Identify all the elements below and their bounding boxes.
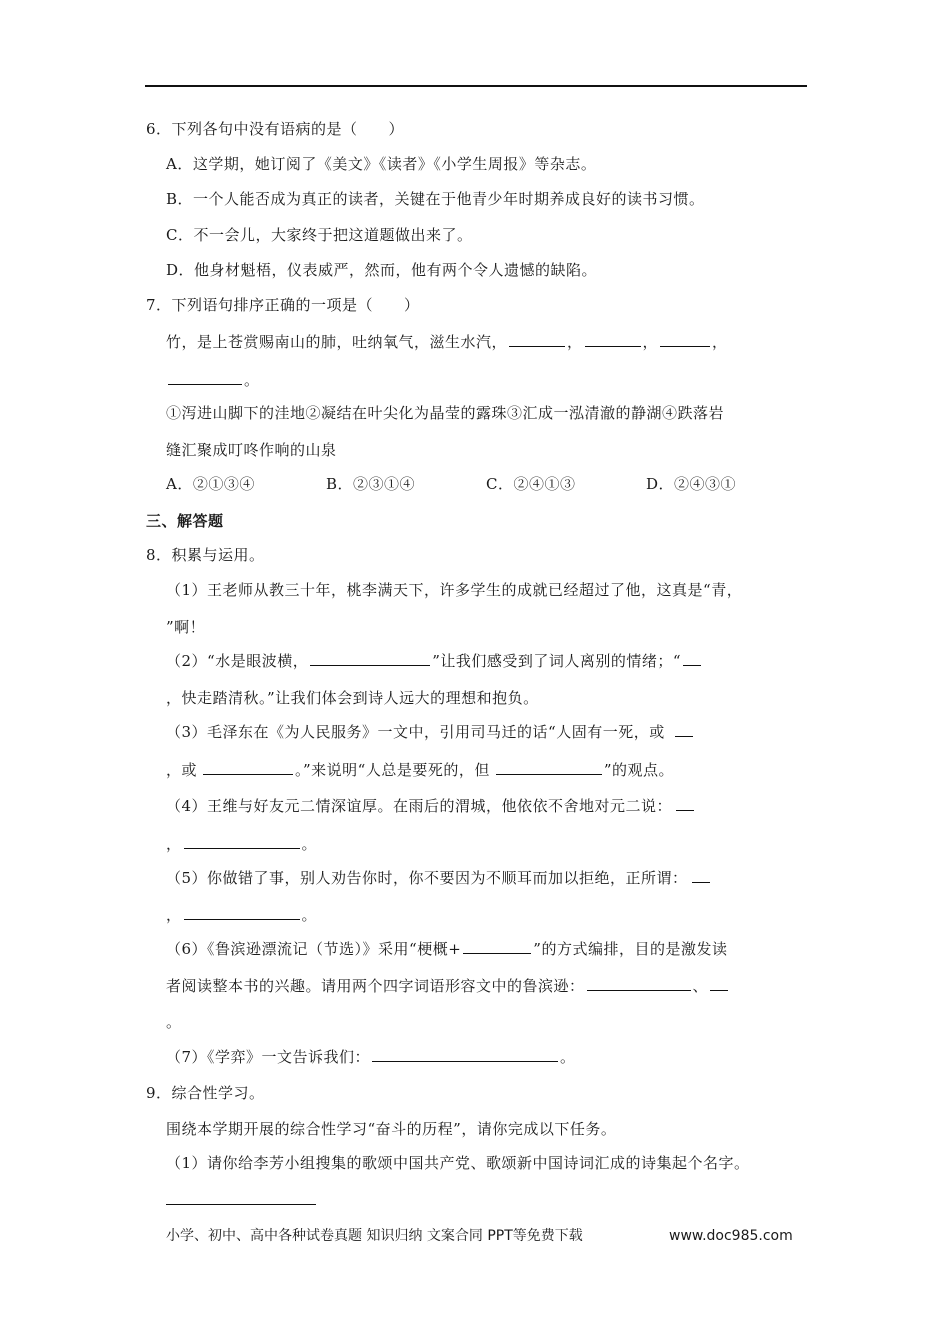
- q7-items-line1: ①泻进山脚下的洼地②凝结在叶尖化为晶莹的露珠③汇成一泓清澈的静湖④跌落岩: [166, 404, 725, 422]
- q8-p5-line1: [166, 868, 712, 888]
- q8-p2-pre: （2）“水是眼波横，: [166, 652, 309, 670]
- q8-p3-line2: [166, 760, 674, 780]
- q8-p2-blank-2[interactable]: [683, 651, 701, 666]
- q6-stem: 6．下列各句中没有语病的是（ ）: [146, 120, 405, 138]
- q8-p6-post: ”的方式编排，目的是激发读: [533, 940, 728, 958]
- q8-p3-line1: [166, 722, 695, 742]
- q8-p6-pre: （6）《鲁滨逊漂流记（节选）》采用“梗概+: [166, 940, 462, 958]
- q8-p7-post: 。: [560, 1048, 576, 1066]
- q6-option-c: C．不一会儿，大家终于把这道题做出来了。: [166, 226, 473, 244]
- q7-option-c: C．②④①③: [486, 475, 576, 493]
- q6-option-a: A．这学期，她订阅了《美文》《读者》《小学生周报》等杂志。: [166, 155, 597, 173]
- q7-line1: [166, 332, 728, 352]
- q8-p3-blank-1[interactable]: [675, 722, 693, 737]
- q7-end: 。: [244, 371, 260, 389]
- q8-p6-text: 者阅读整本书的兴趣。请用两个四字词语形容文中的鲁滨逊：: [166, 977, 585, 995]
- q8-p6-blank-3[interactable]: [710, 976, 728, 991]
- q7-blank-4[interactable]: [168, 370, 242, 385]
- q8-p2-post: ”让我们感受到了词人离别的情绪；“: [432, 652, 682, 670]
- q7-blank-3[interactable]: [660, 332, 710, 347]
- q8-p4-blank-2[interactable]: [184, 834, 300, 849]
- q7-option-a: A．②①③④: [166, 475, 255, 493]
- q8-p6-blank-1[interactable]: [463, 939, 531, 954]
- header-rule: [145, 85, 807, 87]
- q8-p4-line1: [166, 796, 696, 816]
- q8-p4-text: （4）王维与好友元二情深谊厚。在雨后的渭城，他依依不舍地对元二说：: [166, 797, 673, 815]
- q8-p5-pre: ，: [166, 906, 182, 924]
- q8-p5-text: （5）你做错了事，别人劝告你时，你不要因为不顺耳而加以拒绝，正所谓：: [166, 869, 688, 887]
- q8-p5-post: 。: [301, 906, 318, 924]
- q8-p3-mid: 。”来说明“人总是要死的，但: [295, 761, 490, 779]
- q8-p4-line2: [166, 834, 317, 854]
- footer-rule: [166, 1204, 316, 1205]
- footer-url[interactable]: www.doc985.com: [669, 1228, 793, 1244]
- q8-p4-post: 。: [301, 835, 318, 853]
- q7-sep-3: ，: [712, 333, 728, 351]
- q8-p1-line2: ”啊！: [166, 618, 206, 636]
- q8-p7-pre: （7）《学弈》一文告诉我们：: [166, 1048, 371, 1066]
- q8-p7-blank[interactable]: [372, 1047, 558, 1062]
- q7-blank-1[interactable]: [509, 332, 565, 347]
- q7-items-line2: 缝汇聚成叮咚作响的山泉: [166, 441, 337, 459]
- q8-p2-blank-1[interactable]: [310, 651, 430, 666]
- q8-p6-line2: [166, 976, 730, 996]
- footer-text: 小学、初中、高中各种试卷真题 知识归纳 文案合同 PPT等免费下载: [166, 1228, 583, 1244]
- q7-sep-2: ，: [642, 333, 659, 351]
- footer: [166, 1226, 793, 1246]
- q7-blank-2[interactable]: [585, 332, 641, 347]
- q7-option-b: B．②③①④: [326, 475, 416, 493]
- q7-sep-1: ，: [567, 333, 583, 351]
- q7-line2: [166, 370, 260, 390]
- q8-p7: [166, 1047, 576, 1067]
- q8-stem: 8．积累与运用。: [146, 546, 265, 564]
- q8-p3-text: （3）毛泽东在《为人民服务》一文中，引用司马迁的话“人固有一死，或: [166, 723, 665, 741]
- q8-p6-line1: [166, 939, 727, 959]
- q8-p5-blank-1[interactable]: [692, 868, 710, 883]
- q8-p1-line1: （1）王老师从教三十年，桃李满天下，许多学生的成就已经超过了他，这真是“青，: [166, 581, 743, 599]
- q8-p6-sep: 、: [692, 977, 709, 995]
- q8-p3-blank-3[interactable]: [496, 760, 602, 775]
- q8-p6-blank-2[interactable]: [587, 976, 691, 991]
- q8-p3-post: ”的观点。: [603, 761, 675, 779]
- q7-options: [166, 474, 806, 494]
- q7-option-d: D．②④③①: [646, 475, 737, 493]
- q8-p2-line2: ，快走踏清秋。”让我们体会到诗人远大的理想和抱负。: [166, 689, 539, 707]
- q8-p4-pre: ，: [166, 835, 182, 853]
- q8-p6-line3: 。: [166, 1013, 182, 1031]
- q8-p3-blank-2[interactable]: [203, 760, 293, 775]
- q6-option-d: D．他身材魁梧，仪表威严，然而，他有两个令人遗憾的缺陷。: [166, 261, 598, 279]
- q8-p5-line2: [166, 905, 317, 925]
- q7-line1-text: 竹，是上苍赏赐南山的肺，吐纳氧气，滋生水汽，: [166, 333, 508, 351]
- q6-option-b: B．一个人能否成为真正的读者，关键在于他青少年时期养成良好的读书习惯。: [166, 190, 705, 208]
- q8-p4-blank-1[interactable]: [676, 796, 694, 811]
- q9-stem: 9．综合性学习。: [146, 1084, 265, 1102]
- q9-intro: 围绕本学期开展的综合性学习“奋斗的历程”，请你完成以下任务。: [166, 1120, 617, 1138]
- q8-p3-pre: ，或: [166, 761, 198, 779]
- q8-p2-line1: [166, 651, 703, 671]
- q8-p5-blank-2[interactable]: [184, 905, 300, 920]
- section-heading: 三、解答题: [146, 512, 224, 530]
- q7-stem: 7．下列语句排序正确的一项是（ ）: [146, 296, 420, 314]
- q9-p1: （1）请你给李芳小组搜集的歌颂中国共产党、歌颂新中国诗词汇成的诗集起个名字。: [166, 1154, 750, 1172]
